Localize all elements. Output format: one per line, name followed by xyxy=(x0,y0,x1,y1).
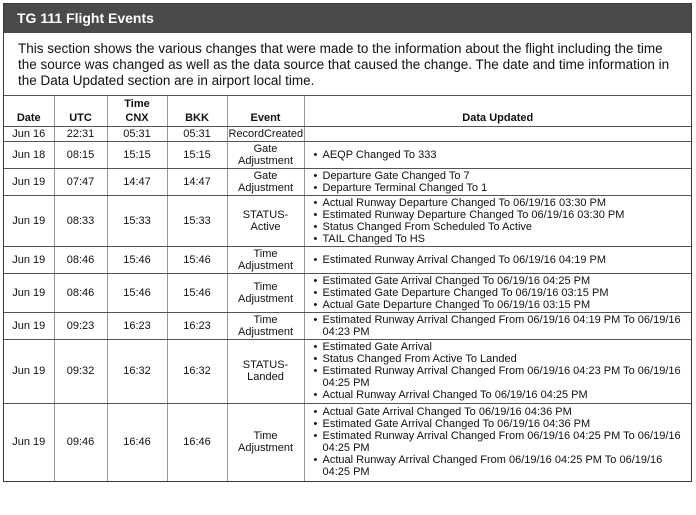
data-updated-cell xyxy=(304,168,691,195)
cnx-time-cell: 15:33 xyxy=(107,195,167,246)
utc-time-cell: 08:15 xyxy=(54,141,107,168)
utc-time-cell: 08:33 xyxy=(54,195,107,246)
update-item: • Estimated Gate Arrival Changed To 06/19/16 04:25 PM xyxy=(323,275,688,287)
update-item: • Estimated Gate Arrival xyxy=(323,341,688,353)
update-item: • AEQP Changed To 333 xyxy=(323,149,688,161)
table-row xyxy=(4,246,691,273)
cnx-time-cell: 15:46 xyxy=(107,273,167,312)
bkk-time-cell: 15:46 xyxy=(167,246,227,273)
header-spacer xyxy=(54,96,107,111)
cnx-time-cell: 16:32 xyxy=(107,339,167,403)
event-cell: Time Adjustment xyxy=(227,273,304,312)
update-list xyxy=(309,149,688,161)
update-item: • Estimated Gate Arrival Changed To 06/19/16 04:36 PM xyxy=(323,418,688,430)
update-item: • Actual Runway Departure Changed To 06/19/16 03:30 PM xyxy=(323,197,688,209)
update-item: • Estimated Runway Arrival Changed To 06/19/16 04:19 PM xyxy=(323,254,688,266)
panel-description: This section shows the various changes that were made to the information about the flight including the time the source was changed as well as the data source that caused the change. The date and time information in the Data Updated section are in airport local time. xyxy=(4,33,691,96)
event-cell: STATUS-Active xyxy=(227,195,304,246)
event-cell: Gate Adjustment xyxy=(227,141,304,168)
time-group-header: Time xyxy=(107,96,167,111)
update-item: • Status Changed From Scheduled To Active xyxy=(323,221,688,233)
date-cell: Jun 19 xyxy=(4,312,54,339)
update-list xyxy=(309,170,688,194)
date-cell: Jun 19 xyxy=(4,168,54,195)
date-cell: Jun 19 xyxy=(4,403,54,481)
update-list xyxy=(309,254,688,266)
update-item: • Estimated Gate Departure Changed To 06/19/16 03:15 PM xyxy=(323,287,688,299)
column-header-event: Event xyxy=(227,111,304,126)
update-item: • Actual Gate Arrival Changed To 06/19/16 04:36 PM xyxy=(323,406,688,418)
date-cell: Jun 19 xyxy=(4,246,54,273)
cnx-time-cell: 15:15 xyxy=(107,141,167,168)
column-header-date: Date xyxy=(4,111,54,126)
update-item: • TAIL Changed To HS xyxy=(323,233,688,245)
data-updated-cell xyxy=(304,195,691,246)
data-updated-cell xyxy=(304,403,691,481)
update-item: • Status Changed From Active To Landed xyxy=(323,353,688,365)
cnx-time-cell: 05:31 xyxy=(107,126,167,141)
date-cell: Jun 19 xyxy=(4,273,54,312)
bkk-time-cell: 15:46 xyxy=(167,273,227,312)
data-updated-cell xyxy=(304,339,691,403)
table-row xyxy=(4,403,691,481)
table-row xyxy=(4,339,691,403)
update-list xyxy=(309,341,688,401)
column-header-bkk: BKK xyxy=(167,111,227,126)
table-row xyxy=(4,312,691,339)
column-header-utc: UTC xyxy=(54,111,107,126)
bkk-time-cell: 16:23 xyxy=(167,312,227,339)
update-list xyxy=(309,197,688,245)
header-spacer xyxy=(167,96,227,111)
update-list xyxy=(309,275,688,311)
events-table-body xyxy=(4,126,691,481)
table-row xyxy=(4,168,691,195)
update-item: • Actual Runway Arrival Changed From 06/19/16 04:25 PM To 06/19/16 04:25 PM xyxy=(323,454,688,478)
utc-time-cell: 09:23 xyxy=(54,312,107,339)
bkk-time-cell: 14:47 xyxy=(167,168,227,195)
cnx-time-cell: 16:46 xyxy=(107,403,167,481)
event-cell: RecordCreated xyxy=(228,127,304,140)
header-spacer xyxy=(227,96,304,111)
utc-time-cell: 07:47 xyxy=(54,168,107,195)
date-cell: Jun 16 xyxy=(4,126,54,141)
event-cell: Gate Adjustment xyxy=(227,168,304,195)
table-row xyxy=(4,141,691,168)
bkk-time-cell: 16:46 xyxy=(167,403,227,481)
data-updated-cell xyxy=(304,312,691,339)
bkk-time-cell: 15:33 xyxy=(167,195,227,246)
utc-time-cell: 09:46 xyxy=(54,403,107,481)
flight-events-table xyxy=(4,96,691,481)
table-row xyxy=(4,195,691,246)
event-cell: Time Adjustment xyxy=(227,312,304,339)
panel-title: TG 111 Flight Events xyxy=(4,4,691,33)
utc-time-cell: 22:31 xyxy=(54,126,107,141)
update-item: • Estimated Runway Arrival Changed From 06/19/16 04:25 PM To 06/19/16 04:25 PM xyxy=(323,430,688,454)
update-item: • Departure Gate Changed To 7 xyxy=(323,170,688,182)
column-header-cnx: CNX xyxy=(107,111,167,126)
data-updated-cell xyxy=(304,246,691,273)
date-cell: Jun 19 xyxy=(4,195,54,246)
cnx-time-cell: 16:23 xyxy=(107,312,167,339)
event-cell: STATUS-Landed xyxy=(227,339,304,403)
flight-events-panel xyxy=(3,3,692,482)
update-list xyxy=(309,314,688,338)
update-item: • Estimated Runway Arrival Changed From 06/19/16 04:19 PM To 06/19/16 04:23 PM xyxy=(323,314,688,338)
data-updated-cell xyxy=(304,126,691,141)
utc-time-cell: 08:46 xyxy=(54,246,107,273)
date-cell: Jun 18 xyxy=(4,141,54,168)
update-item: • Departure Terminal Changed To 1 xyxy=(323,182,688,194)
header-spacer xyxy=(304,96,691,111)
header-spacer xyxy=(4,96,54,111)
utc-time-cell: 08:46 xyxy=(54,273,107,312)
update-item: • Estimated Runway Arrival Changed From 06/19/16 04:23 PM To 06/19/16 04:25 PM xyxy=(323,365,688,389)
update-item: • Estimated Runway Departure Changed To 06/19/16 03:30 PM xyxy=(323,209,688,221)
table-row xyxy=(4,273,691,312)
bkk-time-cell: 05:31 xyxy=(167,126,227,141)
bkk-time-cell: 16:32 xyxy=(167,339,227,403)
data-updated-cell xyxy=(304,273,691,312)
update-item: • Actual Gate Departure Changed To 06/19/16 03:15 PM xyxy=(323,299,688,311)
cnx-time-cell: 14:47 xyxy=(107,168,167,195)
event-cell: Time Adjustment xyxy=(227,246,304,273)
date-cell: Jun 19 xyxy=(4,339,54,403)
event-cell: Time Adjustment xyxy=(227,403,304,481)
update-item: • Actual Runway Arrival Changed To 06/19/16 04:25 PM xyxy=(323,389,688,401)
cnx-time-cell: 15:46 xyxy=(107,246,167,273)
table-row xyxy=(4,126,691,141)
bkk-time-cell: 15:15 xyxy=(167,141,227,168)
update-list xyxy=(309,406,688,478)
data-updated-cell xyxy=(304,141,691,168)
utc-time-cell: 09:32 xyxy=(54,339,107,403)
column-header-data-updated: Data Updated xyxy=(304,111,691,126)
